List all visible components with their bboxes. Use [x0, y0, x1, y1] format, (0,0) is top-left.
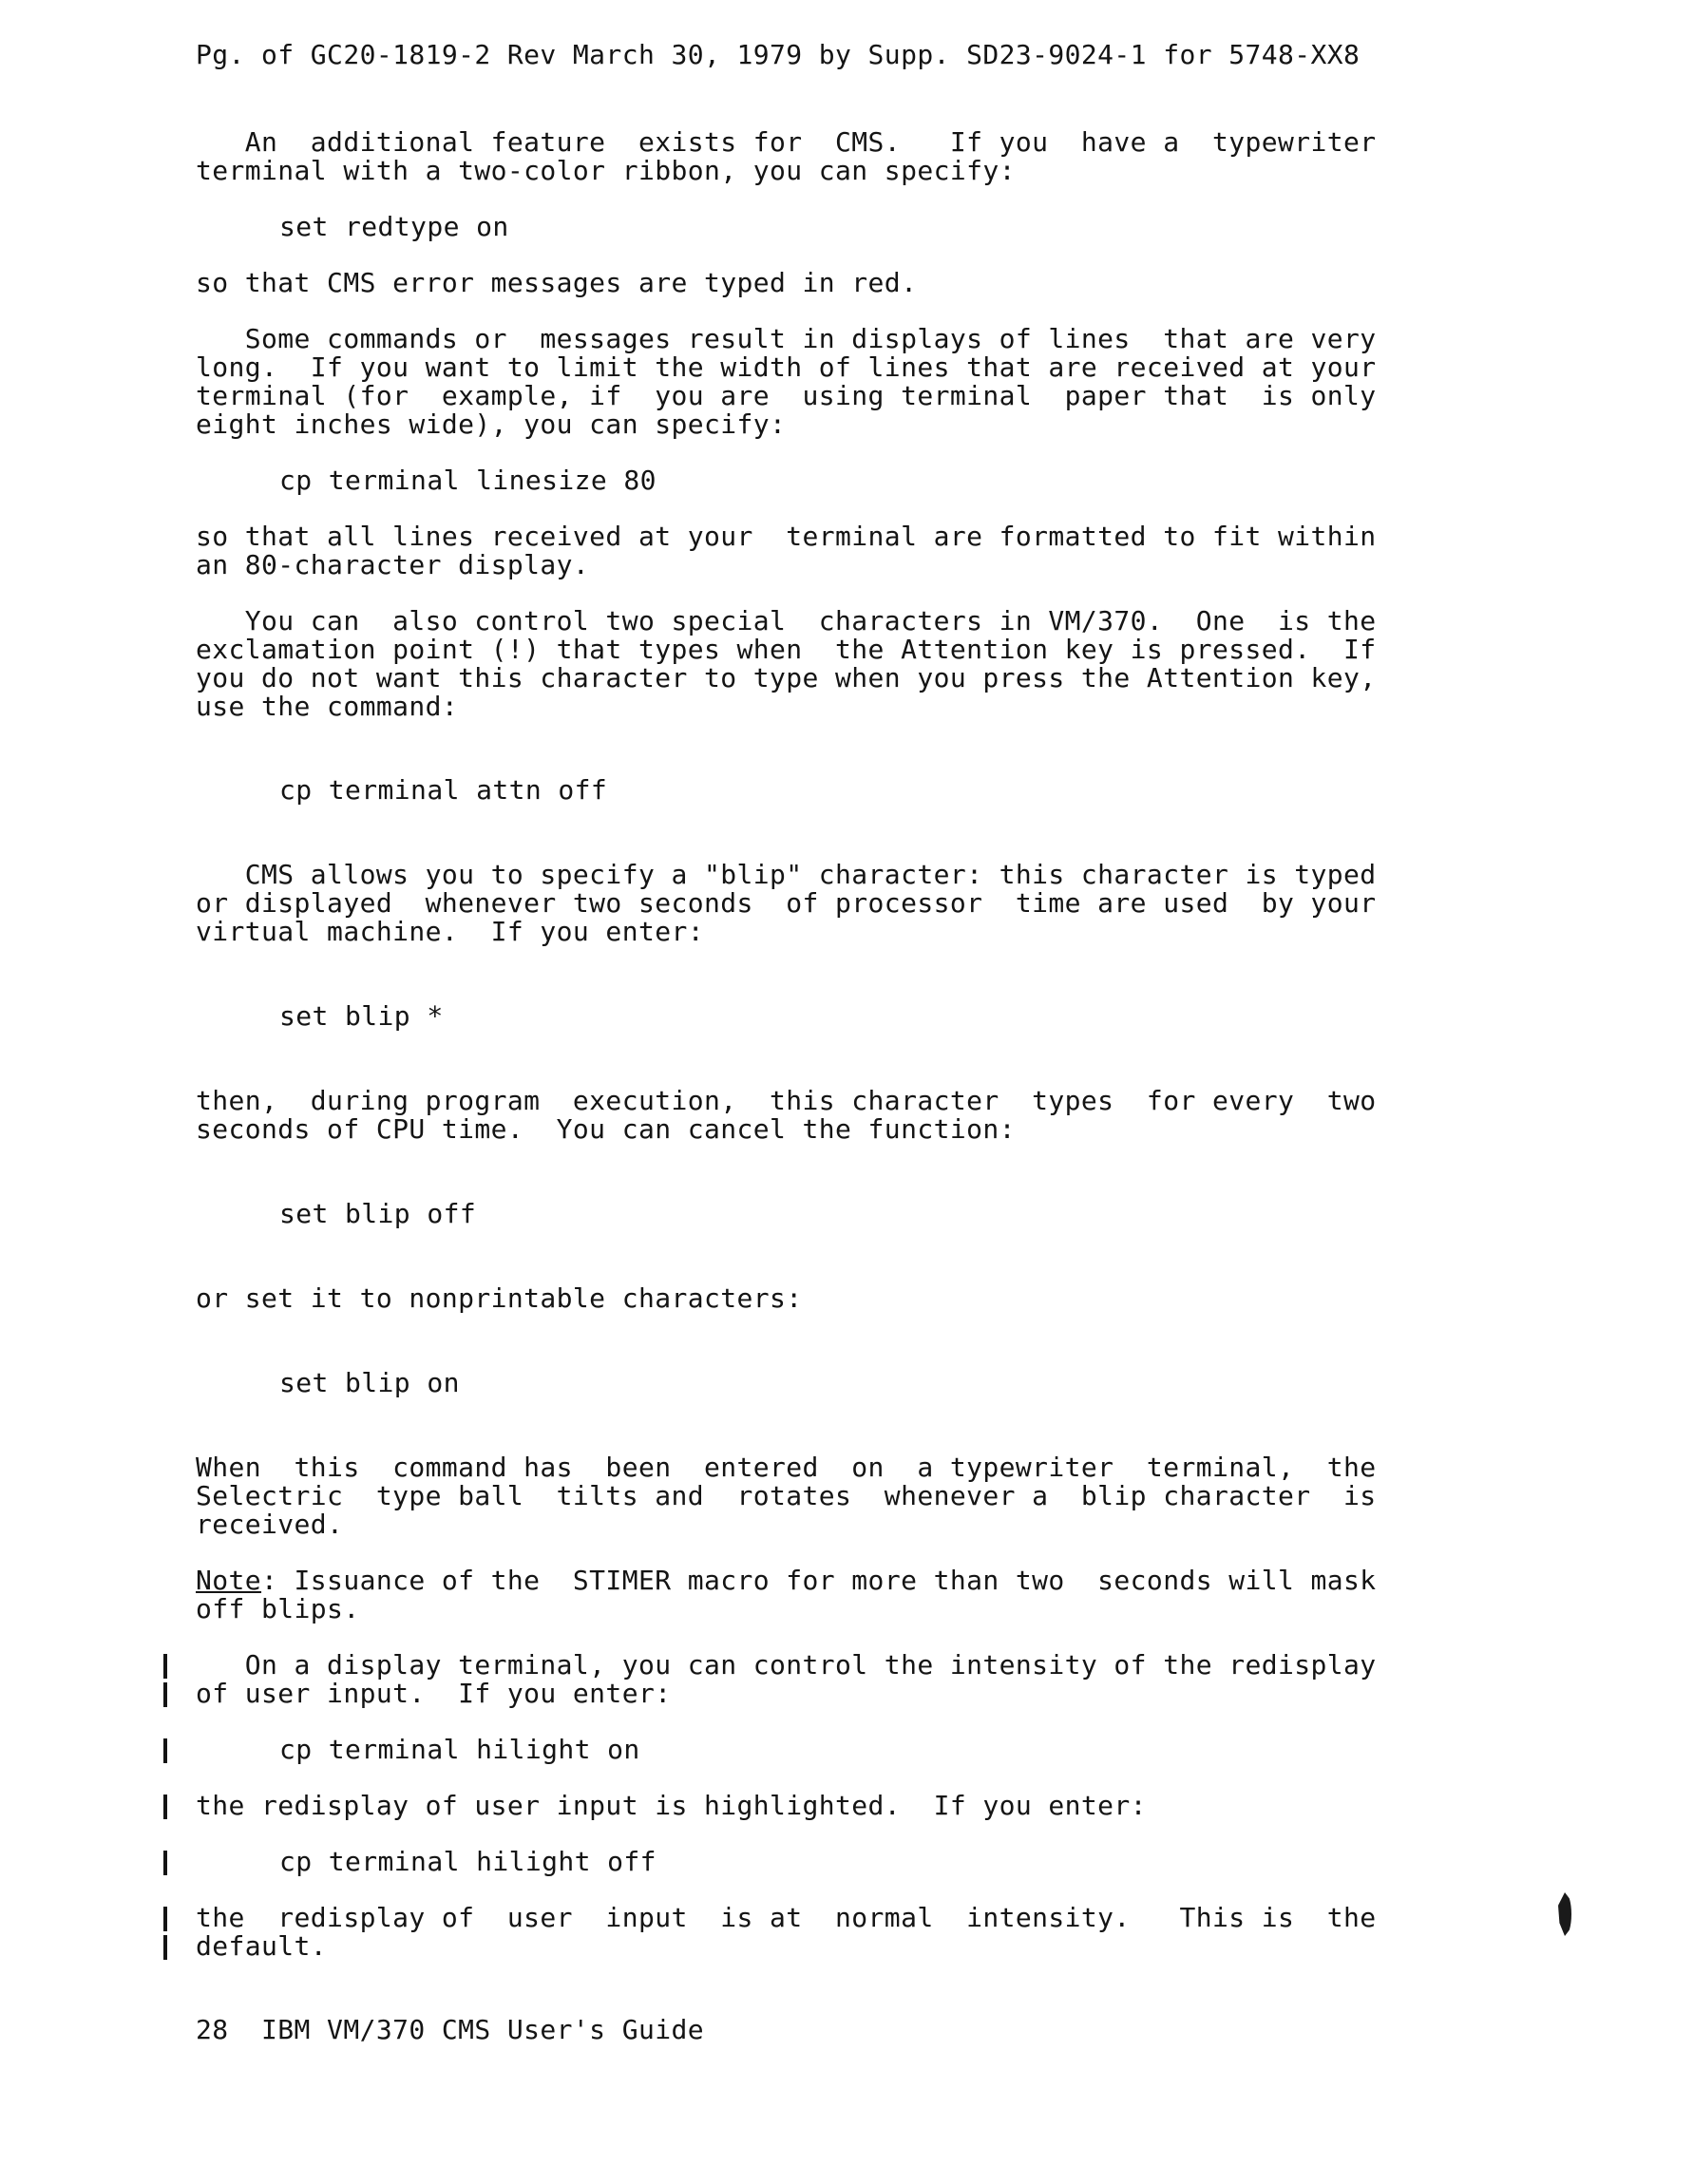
paragraph-line: eight inches wide), you can specify:	[196, 408, 787, 440]
paragraph-line: the redisplay of user input is highlighted. If you enter:	[196, 1790, 1147, 1821]
paragraph-line: so that CMS error messages are typed in red.	[196, 267, 918, 298]
command-example: set blip *	[279, 1000, 444, 1032]
change-bar	[163, 1654, 167, 1679]
command-example: set redtype on	[279, 211, 509, 242]
scan-smudge-mark	[1558, 1892, 1571, 1936]
note-label: Note	[196, 1565, 262, 1596]
paragraph-line: default.	[196, 1930, 328, 1962]
page-header: Pg. of GC20-1819-2 Rev March 30, 1979 by Supp. SD23-9024-1 for 5748-XX8	[196, 39, 1361, 70]
change-bar	[163, 1738, 167, 1763]
paragraph-line: CMS allows you to specify a "blip" character: this character is typed	[196, 859, 1377, 890]
paragraph-line: use the command:	[196, 691, 459, 722]
note-text: : Issuance of the STIMER macro for more than two seconds will mask	[261, 1565, 1377, 1596]
note-line: off blips.	[196, 1593, 360, 1624]
paragraph-line: exclamation point (!) that types when the Attention key is pressed. If	[196, 634, 1377, 665]
paragraph-line: Some commands or messages result in displays of lines that are very	[196, 323, 1377, 354]
command-example: cp terminal attn off	[279, 774, 608, 806]
paragraph-line: so that all lines received at your terminal are formatted to fit within	[196, 521, 1377, 552]
note-line	[196, 1566, 1377, 1596]
paragraph-line: When this command has been entered on a typewriter terminal, the	[196, 1452, 1377, 1483]
paragraph-line: you do not want this character to type when you press the Attention key,	[196, 662, 1377, 693]
paragraph-line: seconds of CPU time. You can cancel the function:	[196, 1113, 1016, 1145]
paragraph-line: Selectric type ball tilts and rotates whenever a blip character is	[196, 1480, 1377, 1511]
command-example: cp terminal hilight on	[279, 1734, 640, 1765]
paragraph-line: the redisplay of user input is at normal intensity. This is the	[196, 1902, 1377, 1933]
paragraph-line: An additional feature exists for CMS. If you have a typewriter	[196, 126, 1377, 158]
paragraph-line: terminal with a two-color ribbon, you can specify:	[196, 155, 1016, 186]
paragraph-line: long. If you want to limit the width of lines that are received at your	[196, 351, 1377, 383]
paragraph-line: an 80-character display.	[196, 549, 590, 580]
change-bar	[163, 1907, 167, 1931]
command-example: set blip on	[279, 1367, 460, 1398]
paragraph-line: On a display terminal, you can control the intensity of the redisplay	[196, 1649, 1377, 1681]
paragraph-line: or set it to nonprintable characters:	[196, 1282, 803, 1314]
page-footer: 28 IBM VM/370 CMS User's Guide	[196, 2014, 704, 2045]
change-bar	[163, 1851, 167, 1875]
paragraph-line: then, during program execution, this character types for every two	[196, 1085, 1377, 1116]
command-example: cp terminal hilight off	[279, 1846, 657, 1877]
command-example: set blip off	[279, 1198, 477, 1229]
paragraph-line: received.	[196, 1509, 344, 1540]
paragraph-line: or displayed whenever two seconds of processor time are used by your	[196, 887, 1377, 919]
paragraph-line: of user input. If you enter:	[196, 1678, 672, 1709]
change-bar	[163, 1682, 167, 1707]
paragraph-line: virtual machine. If you enter:	[196, 916, 704, 947]
change-bar	[163, 1795, 167, 1819]
command-example: cp terminal linesize 80	[279, 465, 657, 496]
paragraph-line: You can also control two special characters in VM/370. One is the	[196, 605, 1377, 636]
change-bar	[163, 1935, 167, 1960]
paragraph-line: terminal (for example, if you are using terminal paper that is only	[196, 380, 1377, 411]
